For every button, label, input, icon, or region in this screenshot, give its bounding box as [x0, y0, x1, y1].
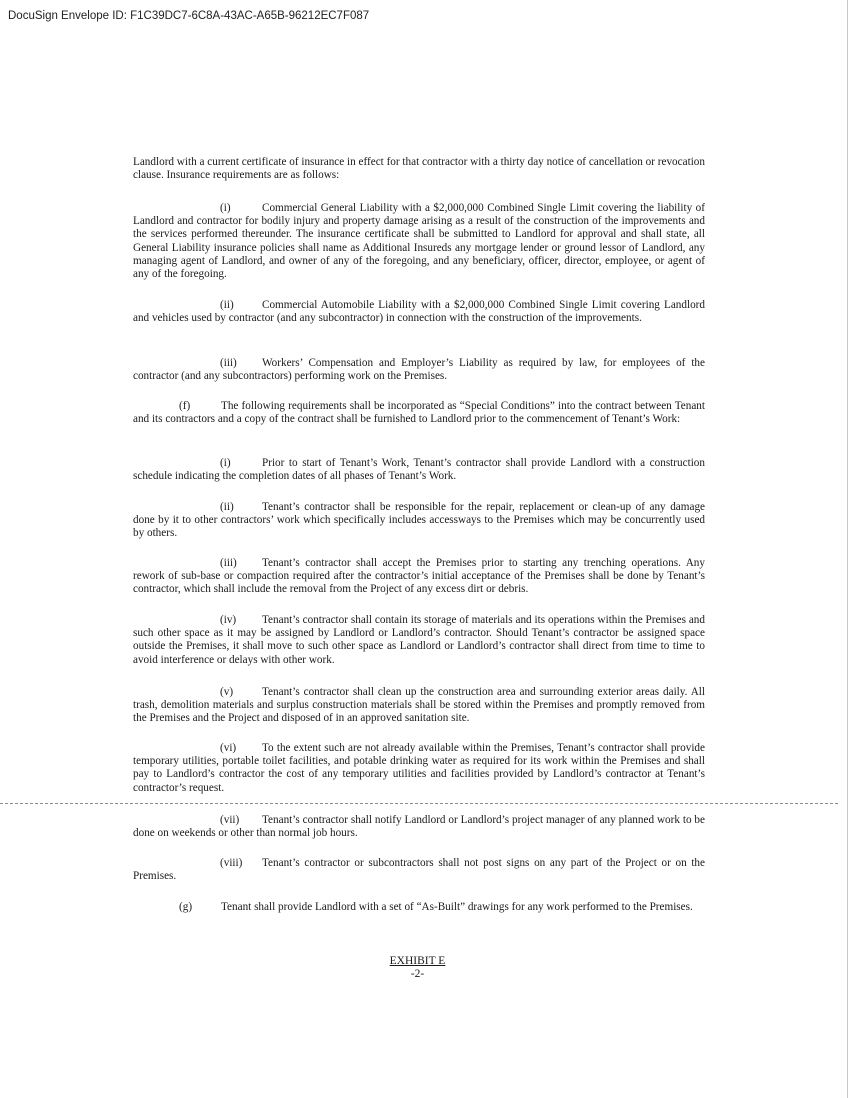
- paragraph-f-viii: (viii) Tenant’s contractor or subcontractors shall not post signs on any part of the Project or on the Premises.: [133, 857, 705, 883]
- item-label: (vii): [220, 814, 240, 826]
- paragraph-f-vii: (vii) Tenant’s contractor shall notify Landlord or Landlord’s project manager of any planned work to be done on weekends or other than normal job hours.: [133, 814, 705, 840]
- item-label: (iii): [220, 357, 237, 369]
- paragraph-f-ii: (ii) Tenant’s contractor shall be responsible for the repair, replacement or clean-up of any damage done by it to other contractors’ work which specifically includes accessways to the Premises which may be concurrently used by others.: [133, 501, 705, 540]
- item-label: (g): [179, 901, 193, 913]
- item-label: (ii): [220, 299, 234, 311]
- page-number: -2-: [410, 968, 425, 980]
- item-label: (ii): [220, 501, 234, 513]
- item-label: (iii): [220, 557, 237, 569]
- paragraph-e-i: (i) Commercial General Liability with a $2,000,000 Combined Single Limit covering the liability of Landlord and contractor for bodily injury and property damage arising as a result of the construction of the improvements and the services performed thereunder. The insurance certificate shall be submitted to Landlord for approval and shall state, all General Liability insurance policies shall name as Additional Insureds any mortgage lender or ground lessor of Landlord, any managing agent of Landlord, and owner of any of the foregoing, and any beneficiary, officer, director, employee, or agent of any of the foregoing.: [133, 202, 705, 281]
- paragraph-f-vi: (vi) To the extent such are not already available within the Premises, Tenant’s contractor shall provide temporary utilities, portable toilet facilities, and potable drinking water as required for its work within the Premises and shall pay to Landlord’s contractor the cost of any temporary utilities and facilities provided by Landlord’s contractor at Tenant’s contractor’s request.: [133, 742, 705, 794]
- docusign-envelope-id: DocuSign Envelope ID: F1C39DC7-6C8A-43AC-A65B-96212EC7F087: [8, 10, 370, 22]
- paragraph-g: (g) Tenant shall provide Landlord with a set of “As-Built” drawings for any work performed to the Premises.: [179, 901, 693, 913]
- item-label: (v): [220, 686, 234, 698]
- item-label: (viii): [220, 857, 243, 869]
- item-label: (i): [220, 457, 231, 469]
- paragraph-intro: Landlord with a current certificate of insurance in effect for that contractor with a thirty day notice of cancellation or revocation clause. Insurance requirements are as follows:: [133, 156, 705, 182]
- item-label: (vi): [220, 742, 237, 754]
- paragraph-e-ii: (ii) Commercial Automobile Liability with a $2,000,000 Combined Single Limit covering Landlord and vehicles used by contractor (and any subcontractor) in connection with the construction of the improvements.: [133, 299, 705, 325]
- page-edge-line: [847, 0, 848, 1098]
- item-label: (i): [220, 202, 231, 214]
- paragraph-f-v: (v) Tenant’s contractor shall clean up the construction area and surrounding exterior areas daily. All trash, demolition materials and surplus construction materials shall be stored within the Premises and promptly removed from the Premises and the Project and disposed of in an approved sanitation site.: [133, 686, 705, 725]
- paragraph-f-iv: (iv) Tenant’s contractor shall contain its storage of materials and its operations within the Premises and such other space as it may be assigned by Landlord or Landlord’s contractor. Should Tenant’s contractor be assigned space outside the Premises, it shall move to such other space as Landlord or Landlord’s contractor shall direct from time to time to avoid interference or delays with other work.: [133, 614, 705, 666]
- paragraph-f: (f) The following requirements shall be incorporated as “Special Conditions” into the contract between Tenant and its contractors and a copy of the contract shall be furnished to Landlord prior to the commencement of Tenant’s Work:: [133, 400, 705, 426]
- item-label: (f): [179, 400, 191, 412]
- item-label: (iv): [220, 614, 237, 626]
- paragraph-f-iii: (iii) Tenant’s contractor shall accept the Premises prior to starting any trenching operations. Any rework of sub-base or compaction required after the contractor’s initial acceptance of the Premises shall be done by Tenant’s contractor, which shall include the removal from the Project of any excess dirt or debris.: [133, 557, 705, 596]
- exhibit-label: EXHIBIT E: [389, 955, 446, 967]
- paragraph-e-iii: (iii) Workers’ Compensation and Employer’s Liability as required by law, for employees of the contractor (and any subcontractors) performing work on the Premises.: [133, 357, 705, 383]
- paragraph-f-i: (i) Prior to start of Tenant’s Work, Tenant’s contractor shall provide Landlord with a construction schedule indicating the completion dates of all phases of Tenant’s Work.: [133, 457, 705, 483]
- scan-divider-line: [0, 803, 838, 804]
